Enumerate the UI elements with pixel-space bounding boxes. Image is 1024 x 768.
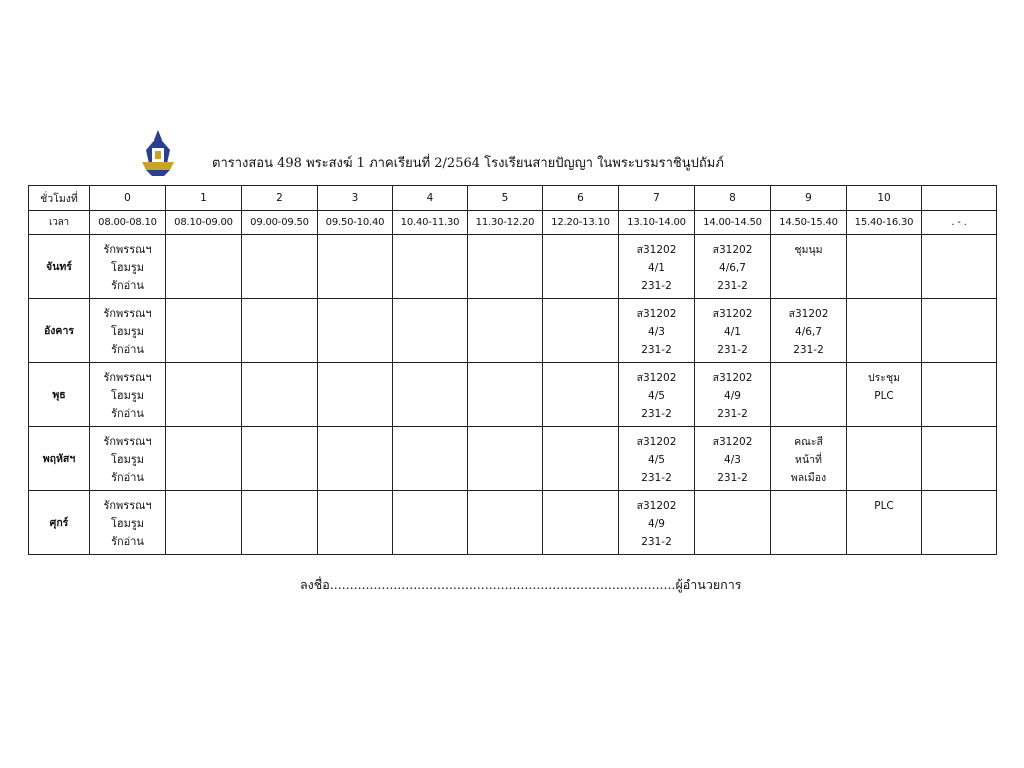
school-emblem-icon bbox=[140, 128, 176, 178]
schedule-cell bbox=[922, 235, 997, 299]
cell-line: 231-2 bbox=[641, 472, 672, 484]
period-header-row bbox=[29, 186, 997, 211]
cell-content bbox=[771, 299, 846, 359]
schedule-cell bbox=[922, 363, 997, 427]
schedule-cell bbox=[90, 299, 166, 363]
cell-line: ส31202 bbox=[712, 436, 753, 448]
schedule-cell bbox=[393, 235, 468, 299]
schedule-cell bbox=[242, 235, 318, 299]
time-slot: 14.50-15.40 bbox=[771, 211, 847, 235]
schedule-cell bbox=[695, 235, 771, 299]
cell-line: พลเมือง bbox=[790, 472, 827, 484]
time-slot: 10.40-11.30 bbox=[393, 211, 468, 235]
schedule-cell bbox=[468, 363, 543, 427]
cell-content bbox=[318, 235, 392, 241]
cell-line: หน้าที่ bbox=[795, 454, 822, 466]
schedule-cell bbox=[393, 363, 468, 427]
schedule-cell bbox=[543, 363, 619, 427]
schedule-cell bbox=[847, 363, 922, 427]
schedule-cell bbox=[771, 427, 847, 491]
time-slot: 15.40-16.30 bbox=[847, 211, 922, 235]
schedule-cell bbox=[847, 427, 922, 491]
cell-line: ส31202 bbox=[712, 372, 753, 384]
time-slot: 08.00-08.10 bbox=[90, 211, 166, 235]
cell-content bbox=[847, 427, 921, 433]
schedule-cell bbox=[771, 491, 847, 555]
time-label: เวลา bbox=[29, 211, 90, 235]
schedule-cell bbox=[90, 363, 166, 427]
cell-content bbox=[242, 235, 317, 241]
day-name: จันทร์ bbox=[29, 235, 90, 299]
schedule-cell bbox=[166, 427, 242, 491]
cell-line: 4/5 bbox=[648, 390, 665, 402]
cell-content bbox=[695, 299, 770, 359]
schedule-cell bbox=[922, 299, 997, 363]
schedule-cell bbox=[166, 491, 242, 555]
cell-line: 231-2 bbox=[641, 344, 672, 356]
cell-content bbox=[543, 363, 618, 369]
cell-line: โฮมรูม bbox=[110, 453, 145, 466]
schedule-cell bbox=[468, 491, 543, 555]
cell-content bbox=[847, 491, 921, 515]
period-number: 6 bbox=[543, 186, 619, 211]
schedule-cell bbox=[242, 427, 318, 491]
cell-content bbox=[847, 299, 921, 305]
cell-content bbox=[619, 491, 694, 551]
schedule-cell bbox=[242, 299, 318, 363]
cell-line: โฮมรูม bbox=[110, 325, 145, 338]
schedule-cell bbox=[90, 427, 166, 491]
cell-content bbox=[922, 363, 996, 369]
schedule-cell bbox=[393, 299, 468, 363]
time-slot: 11.30-12.20 bbox=[468, 211, 543, 235]
time-slot: 08.10-09.00 bbox=[166, 211, 242, 235]
cell-line: 4/1 bbox=[724, 326, 741, 338]
time-row bbox=[29, 211, 997, 235]
cell-content bbox=[393, 299, 467, 305]
schedule-cell bbox=[922, 427, 997, 491]
cell-line: ส31202 bbox=[636, 244, 677, 256]
cell-content bbox=[90, 235, 165, 295]
cell-line: 4/9 bbox=[724, 390, 741, 402]
cell-content bbox=[619, 363, 694, 423]
cell-content bbox=[695, 427, 770, 487]
cell-line: รักอ่าน bbox=[111, 535, 144, 548]
period-number: 4 bbox=[393, 186, 468, 211]
schedule-cell bbox=[318, 491, 393, 555]
cell-content bbox=[468, 491, 542, 497]
cell-content bbox=[90, 363, 165, 423]
time-slot: 14.00-14.50 bbox=[695, 211, 771, 235]
cell-line: 231-2 bbox=[641, 280, 672, 292]
schedule-cell bbox=[771, 299, 847, 363]
cell-content bbox=[695, 235, 770, 295]
time-slot: 12.20-13.10 bbox=[543, 211, 619, 235]
period-number: 7 bbox=[619, 186, 695, 211]
cell-line: รักอ่าน bbox=[111, 471, 144, 484]
cell-content bbox=[619, 299, 694, 359]
cell-content bbox=[922, 491, 996, 497]
cell-line: 4/1 bbox=[648, 262, 665, 274]
time-slot: 09.50-10.40 bbox=[318, 211, 393, 235]
schedule-cell bbox=[318, 427, 393, 491]
cell-content bbox=[543, 235, 618, 241]
day-name: ศุกร์ bbox=[29, 491, 90, 555]
schedule-table bbox=[28, 185, 997, 555]
schedule-cell bbox=[543, 491, 619, 555]
schedule-cell bbox=[393, 491, 468, 555]
schedule-cell bbox=[695, 427, 771, 491]
schedule-cell bbox=[619, 235, 695, 299]
schedule-cell bbox=[318, 363, 393, 427]
cell-content bbox=[468, 427, 542, 433]
cell-content bbox=[468, 299, 542, 305]
period-number: 5 bbox=[468, 186, 543, 211]
cell-content bbox=[242, 427, 317, 433]
period-number: 1 bbox=[166, 186, 242, 211]
schedule-cell bbox=[90, 235, 166, 299]
schedule-cell bbox=[543, 299, 619, 363]
day-row bbox=[29, 491, 997, 555]
cell-content bbox=[619, 427, 694, 487]
schedule-cell bbox=[543, 235, 619, 299]
cell-line: ส31202 bbox=[712, 308, 753, 320]
cell-line: 231-2 bbox=[717, 344, 748, 356]
cell-line: รักพรรณฯ bbox=[103, 371, 152, 384]
cell-line: 231-2 bbox=[641, 408, 672, 420]
cell-line: 4/3 bbox=[648, 326, 665, 338]
day-name: อังคาร bbox=[29, 299, 90, 363]
period-number: 3 bbox=[318, 186, 393, 211]
cell-line: ส31202 bbox=[712, 244, 753, 256]
cell-line: 231-2 bbox=[641, 536, 672, 548]
schedule-cell bbox=[318, 235, 393, 299]
cell-line: รักพรรณฯ bbox=[103, 307, 152, 320]
cell-content bbox=[90, 299, 165, 359]
cell-content bbox=[847, 235, 921, 241]
cell-line: 231-2 bbox=[717, 280, 748, 292]
cell-content bbox=[771, 491, 846, 497]
cell-line: 4/9 bbox=[648, 518, 665, 530]
cell-content bbox=[393, 363, 467, 369]
period-number: 2 bbox=[242, 186, 318, 211]
cell-line: ส31202 bbox=[636, 436, 677, 448]
cell-content bbox=[922, 235, 996, 241]
schedule-cell bbox=[619, 363, 695, 427]
cell-content bbox=[695, 491, 770, 497]
cell-content bbox=[166, 363, 241, 369]
time-slot: 09.00-09.50 bbox=[242, 211, 318, 235]
day-name: พฤหัสฯ bbox=[29, 427, 90, 491]
schedule-cell bbox=[242, 363, 318, 427]
schedule-cell bbox=[695, 363, 771, 427]
schedule-cell bbox=[847, 491, 922, 555]
cell-line: โฮมรูม bbox=[110, 261, 145, 274]
schedule-cell bbox=[847, 299, 922, 363]
cell-content bbox=[468, 235, 542, 241]
cell-line: 231-2 bbox=[717, 472, 748, 484]
cell-content bbox=[771, 363, 846, 369]
cell-line: โฮมรูม bbox=[110, 389, 145, 402]
cell-line: 4/3 bbox=[724, 454, 741, 466]
cell-content bbox=[922, 299, 996, 305]
day-row bbox=[29, 235, 997, 299]
schedule-cell bbox=[166, 235, 242, 299]
cell-content bbox=[543, 299, 618, 305]
cell-line: ส31202 bbox=[636, 372, 677, 384]
cell-line: โฮมรูม bbox=[110, 517, 145, 530]
cell-content bbox=[393, 235, 467, 241]
cell-content bbox=[166, 427, 241, 433]
period-number: 8 bbox=[695, 186, 771, 211]
cell-content bbox=[468, 363, 542, 369]
cell-line: 231-2 bbox=[793, 344, 824, 356]
cell-line: ส31202 bbox=[636, 500, 677, 512]
period-number bbox=[922, 186, 997, 211]
period-number: 9 bbox=[771, 186, 847, 211]
cell-content bbox=[318, 491, 392, 497]
schedule-cell bbox=[468, 235, 543, 299]
schedule-cell bbox=[847, 235, 922, 299]
cell-line: 231-2 bbox=[717, 408, 748, 420]
cell-content bbox=[393, 427, 467, 433]
schedule-cell bbox=[166, 299, 242, 363]
cell-content bbox=[393, 491, 467, 497]
time-slot: 13.10-14.00 bbox=[619, 211, 695, 235]
cell-content bbox=[90, 491, 165, 551]
schedule-cell bbox=[468, 299, 543, 363]
cell-content bbox=[242, 363, 317, 369]
cell-content bbox=[847, 363, 921, 405]
cell-line: รักพรรณฯ bbox=[103, 499, 152, 512]
cell-line: PLC bbox=[874, 500, 894, 512]
cell-line: ส31202 bbox=[788, 308, 829, 320]
cell-content bbox=[166, 235, 241, 241]
schedule-cell bbox=[619, 299, 695, 363]
cell-line: รักอ่าน bbox=[111, 343, 144, 356]
cell-line: ประชุม bbox=[868, 372, 900, 384]
cell-content bbox=[166, 299, 241, 305]
day-row bbox=[29, 299, 997, 363]
day-row bbox=[29, 427, 997, 491]
day-row bbox=[29, 363, 997, 427]
cell-content bbox=[695, 363, 770, 423]
cell-content bbox=[318, 299, 392, 305]
cell-line: PLC bbox=[874, 390, 894, 402]
cell-line: ชุมนุม bbox=[794, 244, 823, 256]
cell-line: คณะสี bbox=[794, 436, 823, 448]
cell-content bbox=[318, 363, 392, 369]
cell-line: 4/6,7 bbox=[719, 262, 746, 274]
schedule-cell bbox=[242, 491, 318, 555]
cell-line: 4/5 bbox=[648, 454, 665, 466]
schedule-cell bbox=[90, 491, 166, 555]
schedule-cell bbox=[468, 427, 543, 491]
schedule-cell bbox=[695, 299, 771, 363]
schedule-cell bbox=[922, 491, 997, 555]
schedule-cell bbox=[166, 363, 242, 427]
cell-line: 4/6,7 bbox=[795, 326, 822, 338]
signature-line: ลงชื่อ.......................................................................................ผู้อำนวยการ bbox=[300, 577, 742, 592]
schedule-cell bbox=[619, 491, 695, 555]
cell-content bbox=[318, 427, 392, 433]
cell-line: รักอ่าน bbox=[111, 279, 144, 292]
schedule-cell bbox=[771, 235, 847, 299]
cell-content bbox=[543, 427, 618, 433]
cell-content bbox=[166, 491, 241, 497]
cell-line: รักพรรณฯ bbox=[103, 435, 152, 448]
cell-content bbox=[619, 235, 694, 295]
cell-content bbox=[543, 491, 618, 497]
schedule-cell bbox=[393, 427, 468, 491]
period-number: 10 bbox=[847, 186, 922, 211]
cell-content bbox=[771, 235, 846, 259]
cell-content bbox=[90, 427, 165, 487]
schedule-cell bbox=[695, 491, 771, 555]
cell-line: รักอ่าน bbox=[111, 407, 144, 420]
cell-content bbox=[242, 491, 317, 497]
period-number: 0 bbox=[90, 186, 166, 211]
period-label: ชั่วโมงที่ bbox=[29, 186, 90, 211]
page-title: ตารางสอน 498 พระสงฆ์ 1 ภาคเรียนที่ 2/2564 โรงเรียนสายปัญญา ในพระบรมราชินูปถัมภ์ bbox=[212, 156, 724, 171]
schedule-cell bbox=[318, 299, 393, 363]
cell-line: รักพรรณฯ bbox=[103, 243, 152, 256]
cell-content bbox=[771, 427, 846, 487]
day-name: พุธ bbox=[29, 363, 90, 427]
time-slot: . - . bbox=[922, 211, 997, 235]
cell-line: ส31202 bbox=[636, 308, 677, 320]
schedule-cell bbox=[543, 427, 619, 491]
cell-content bbox=[922, 427, 996, 433]
cell-content bbox=[242, 299, 317, 305]
schedule-cell bbox=[619, 427, 695, 491]
schedule-cell bbox=[771, 363, 847, 427]
page-header bbox=[0, 125, 1024, 180]
